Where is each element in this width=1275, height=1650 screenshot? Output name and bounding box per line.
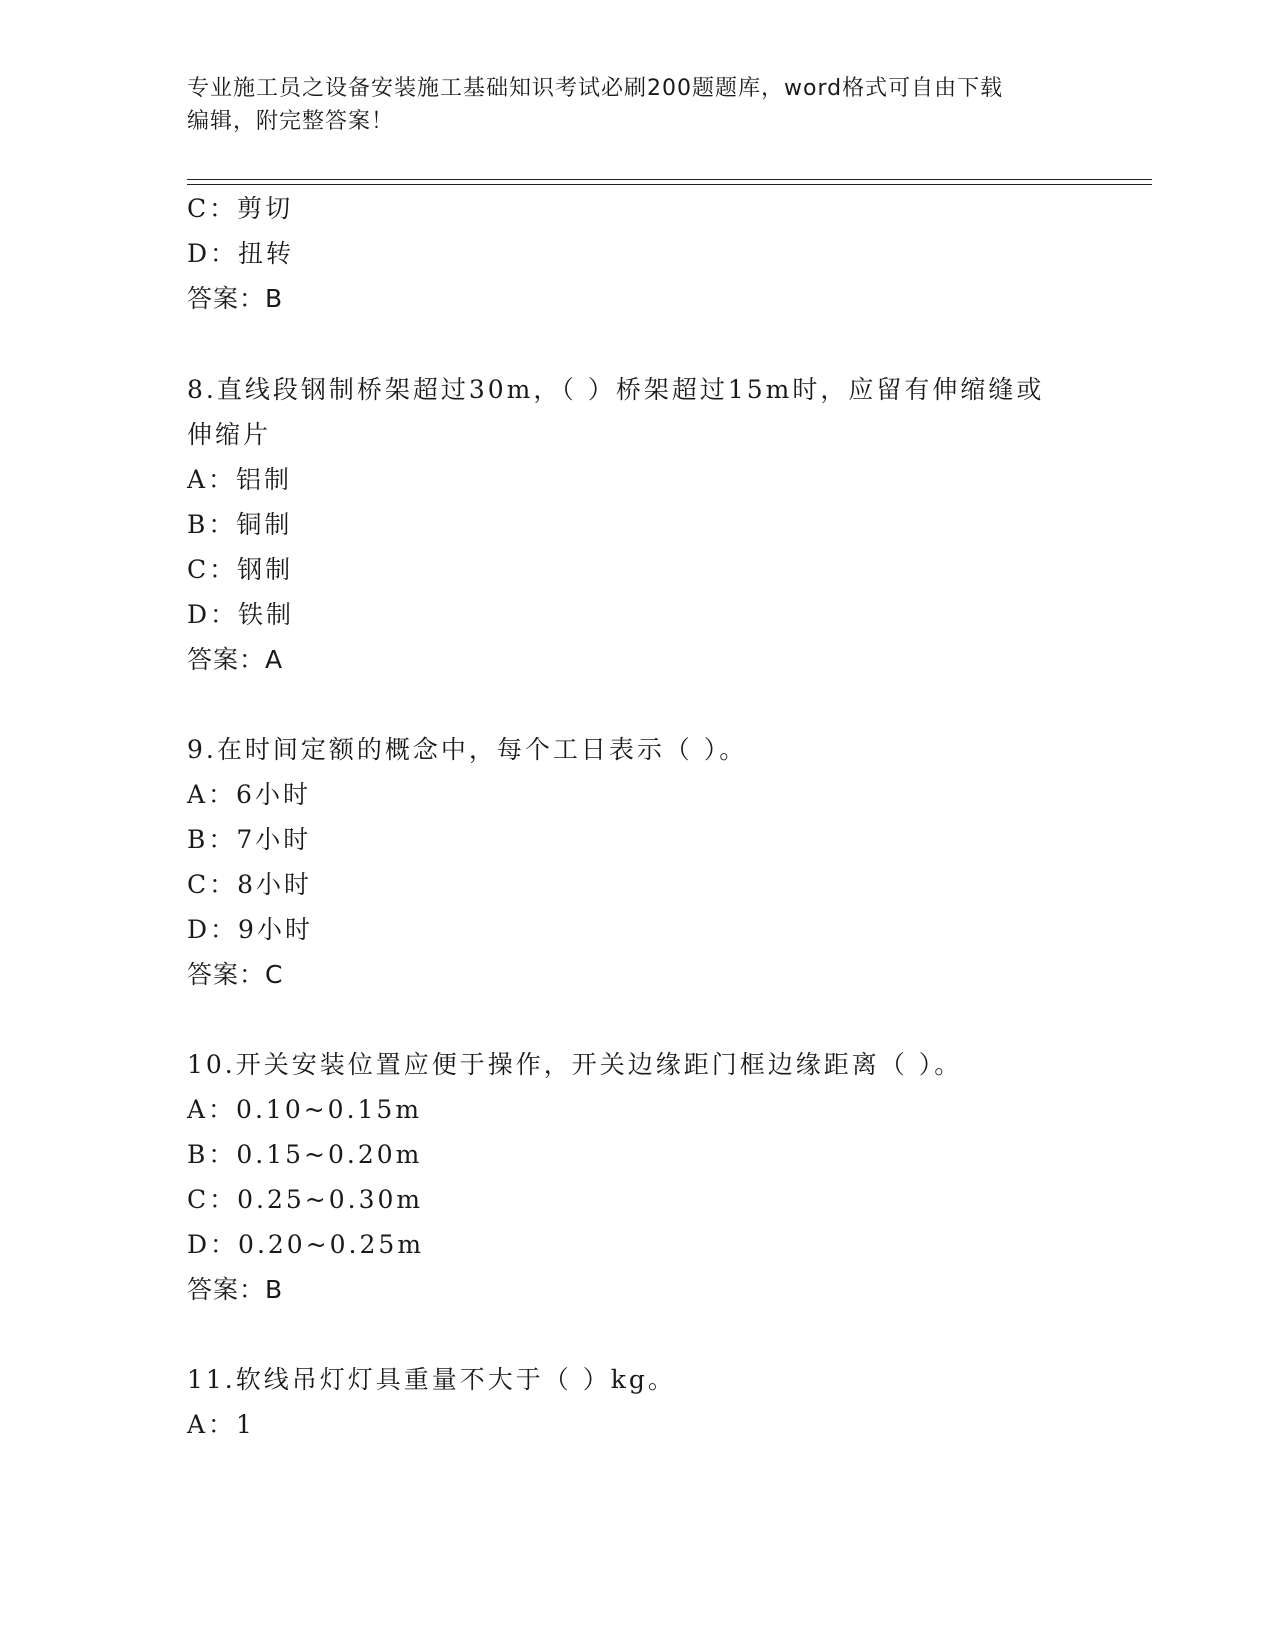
option-a: A：0.10~0.15m <box>187 1095 423 1124</box>
option-d: D：扭转 <box>187 239 295 268</box>
option-d: D：9小时 <box>187 915 313 944</box>
option-c: C：8小时 <box>187 870 313 899</box>
answer: 答案：A <box>187 645 284 674</box>
question-10-stem: 10.开关安装位置应便于操作，开关边缘距门框边缘距离（ ）。 <box>187 1050 963 1079</box>
option-d: D：铁制 <box>187 600 295 629</box>
question-8-stem-cont: 伸缩片 <box>187 420 272 449</box>
header-divider-bottom <box>187 184 1152 185</box>
header-title-line-2: 编辑，附完整答案！ <box>187 109 395 134</box>
option-c: C：0.25~0.30m <box>187 1185 424 1214</box>
option-a: A：6小时 <box>187 780 311 809</box>
document-header <box>187 72 1067 138</box>
option-c: C：钢制 <box>187 555 294 584</box>
option-c: C：剪切 <box>187 194 294 223</box>
option-d: D：0.20~0.25m <box>187 1230 425 1259</box>
option-b: B：铜制 <box>187 510 293 539</box>
header-title-line-1: 专业施工员之设备安装施工基础知识考试必刷200题题库，word格式可自由下载 <box>187 76 1004 101</box>
answer: 答案：B <box>187 1275 284 1304</box>
option-b: B：0.15~0.20m <box>187 1140 423 1169</box>
answer: 答案：B <box>187 284 284 313</box>
answer: 答案：C <box>187 960 284 989</box>
question-11-stem: 11.软线吊灯灯具重量不大于（ ）kg。 <box>187 1365 676 1394</box>
question-8-stem: 8.直线段钢制桥架超过30m，（ ）桥架超过15m时，应留有伸缩缝或 <box>187 375 1045 404</box>
option-a: A：铝制 <box>187 465 293 494</box>
header-divider-top <box>187 179 1152 180</box>
option-a: A：1 <box>187 1410 255 1439</box>
option-b: B：7小时 <box>187 825 312 854</box>
question-9-stem: 9.在时间定额的概念中，每个工日表示（ ）。 <box>187 735 748 764</box>
